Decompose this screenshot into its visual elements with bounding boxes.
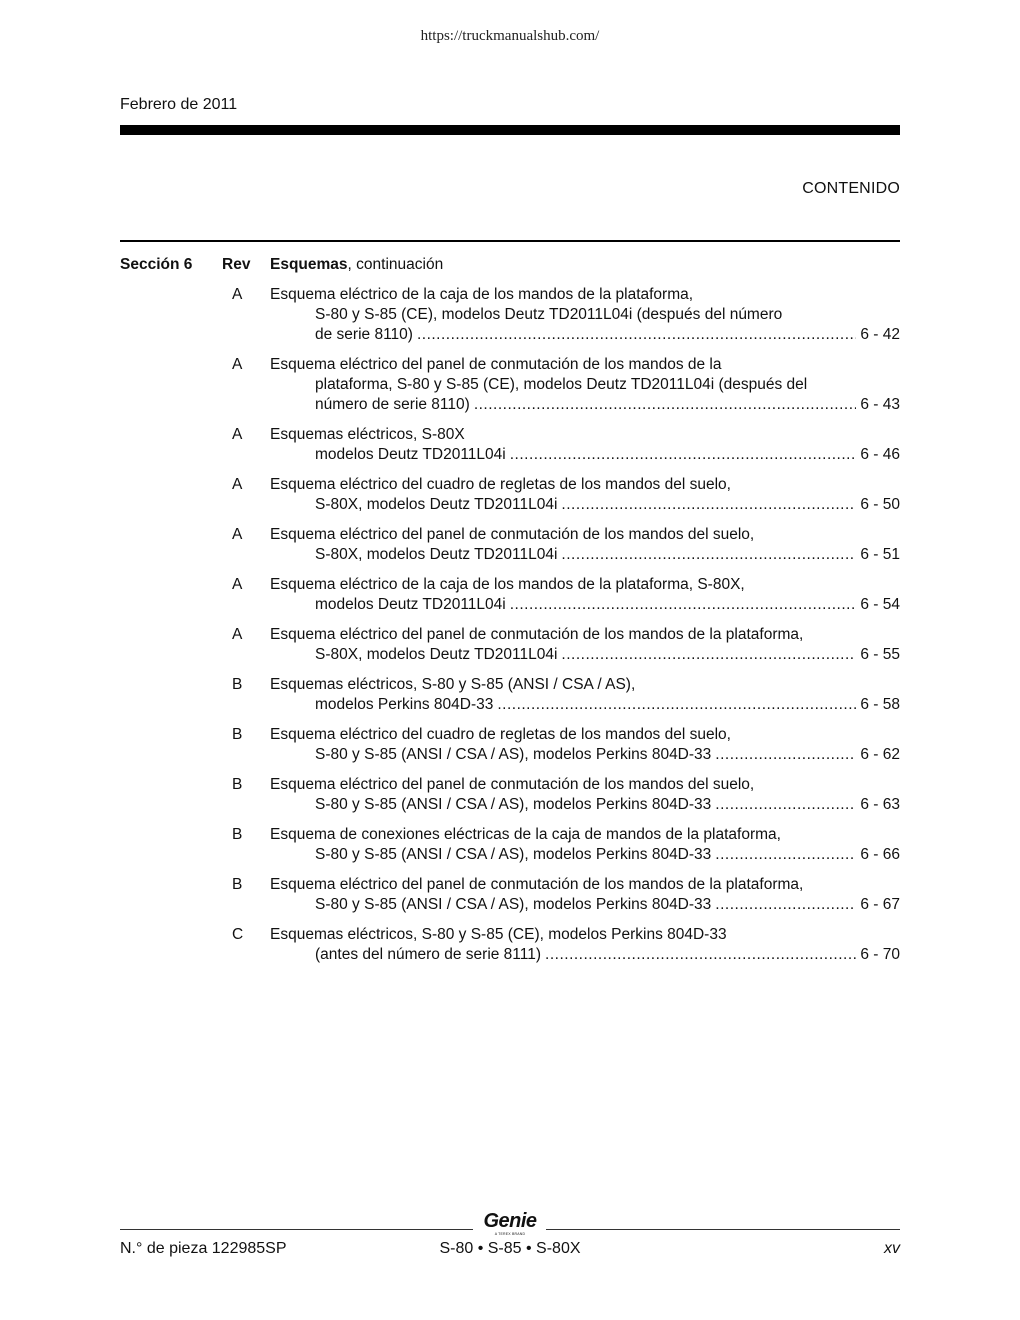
toc-entry-lines	[270, 725, 900, 765]
toc-entry-line: Esquema eléctrico del cuadro de regletas de los mandos del suelo,	[270, 476, 731, 493]
toc-entry-last-line	[270, 595, 900, 615]
toc-entry-line: de serie 8110)	[315, 326, 413, 343]
toc-entry[interactable]	[120, 625, 900, 665]
toc-entry-last-line	[270, 895, 900, 915]
toc-entry[interactable]	[120, 825, 900, 865]
toc-entry-page[interactable]: 6 - 43	[860, 396, 900, 413]
toc-entry-line: Esquema eléctrico del panel de conmutación de los mandos de la plataforma,	[270, 876, 804, 893]
toc-entry[interactable]	[120, 725, 900, 765]
dot-leader	[510, 595, 857, 615]
section-title	[270, 255, 443, 275]
toc-entry-line: plataforma, S-80 y S-85 (CE), modelos Deutz TD2011L04i (después del	[315, 376, 808, 393]
model-list: S-80 • S-85 • S-80X	[439, 1240, 581, 1257]
dot-leader	[497, 695, 856, 715]
toc-entry-line: Esquema eléctrico del panel de conmutación de los mandos del suelo,	[270, 776, 755, 793]
contents-title: CONTENIDO	[802, 180, 900, 197]
toc-entry-last-line	[270, 445, 900, 465]
toc-entry-rev: B	[232, 776, 243, 793]
toc-entry-rev: C	[232, 926, 244, 943]
toc-entry-rev: A	[232, 526, 243, 543]
header-thick-rule	[120, 125, 900, 135]
dot-leader	[545, 945, 856, 965]
toc-entry-lines	[270, 575, 900, 615]
toc-entry[interactable]	[120, 285, 900, 345]
toc-header-row	[120, 255, 900, 275]
toc-entry-page[interactable]: 6 - 55	[860, 646, 900, 663]
toc-entry[interactable]	[120, 475, 900, 515]
table-of-contents	[120, 255, 900, 965]
toc-entry[interactable]	[120, 355, 900, 415]
toc-entry-line: S-80 y S-85 (ANSI / CSA / AS), modelos Perkins 804D-33	[315, 796, 712, 813]
section-label: Sección 6	[120, 256, 193, 273]
toc-entry-page[interactable]: 6 - 42	[860, 326, 900, 343]
toc-entry-page[interactable]: 6 - 46	[860, 446, 900, 463]
toc-entry-line: S-80 y S-85 (ANSI / CSA / AS), modelos Perkins 804D-33	[315, 846, 712, 863]
toc-entry-line: número de serie 8110)	[315, 396, 470, 413]
toc-entry[interactable]	[120, 925, 900, 965]
toc-entry-rev: A	[232, 476, 243, 493]
toc-entry-page[interactable]: 6 - 62	[860, 746, 900, 763]
toc-entry-page[interactable]: 6 - 50	[860, 496, 900, 513]
toc-entry-rev: B	[232, 726, 243, 743]
dot-leader	[715, 895, 856, 915]
toc-entry-line: Esquema eléctrico de la caja de los mandos de la plataforma,	[270, 286, 694, 303]
toc-entry-rev: A	[232, 426, 243, 443]
section-title-bold: Esquemas	[270, 256, 348, 273]
toc-entry-rev: A	[232, 626, 243, 643]
toc-entry-last-line	[270, 945, 900, 965]
toc-entry-rev: A	[232, 286, 243, 303]
toc-entry-line: Esquema eléctrico del panel de conmutación de los mandos de la plataforma,	[270, 626, 804, 643]
toc-entry-line: Esquema eléctrico de la caja de los mandos de la plataforma, S-80X,	[270, 576, 745, 593]
dot-leader	[561, 645, 856, 665]
toc-entry[interactable]	[120, 425, 900, 465]
toc-entry-rev: A	[232, 356, 243, 373]
toc-entry-last-line	[270, 495, 900, 515]
toc-entry[interactable]	[120, 775, 900, 815]
toc-entry-line: Esquema eléctrico del panel de conmutación de los mandos de la	[270, 356, 722, 373]
footer-rule-left	[120, 1229, 473, 1230]
toc-entry-page[interactable]: 6 - 63	[860, 796, 900, 813]
toc-entry-lines	[270, 775, 900, 815]
rev-label: Rev	[222, 256, 251, 273]
toc-entry-lines	[270, 475, 900, 515]
toc-entry-line: Esquemas eléctricos, S-80 y S-85 (CE), modelos Perkins 804D-33	[270, 926, 727, 943]
toc-entry-page[interactable]: 6 - 51	[860, 546, 900, 563]
toc-entry-page[interactable]: 6 - 58	[860, 696, 900, 713]
toc-entry-lines	[270, 825, 900, 865]
toc-entry-page[interactable]: 6 - 54	[860, 596, 900, 613]
toc-entry-last-line	[270, 695, 900, 715]
footer-rule-right	[546, 1229, 900, 1230]
toc-entry-line: S-80 y S-85 (ANSI / CSA / AS), modelos Perkins 804D-33	[315, 896, 712, 913]
document-date: Febrero de 2011	[120, 96, 238, 113]
toc-entry-line: modelos Perkins 804D-33	[315, 696, 494, 713]
toc-entry-lines	[270, 525, 900, 565]
toc-entry-last-line	[270, 795, 900, 815]
dot-leader	[715, 845, 856, 865]
toc-entry-line: Esquemas eléctricos, S-80X	[270, 426, 465, 443]
toc-entry-page[interactable]: 6 - 70	[860, 946, 900, 963]
dot-leader	[561, 495, 856, 515]
toc-entry[interactable]	[120, 675, 900, 715]
genie-logo	[478, 1210, 542, 1236]
toc-entry-line: Esquema eléctrico del cuadro de regletas de los mandos del suelo,	[270, 726, 731, 743]
toc-entry[interactable]	[120, 875, 900, 915]
dot-leader	[715, 745, 856, 765]
toc-entry-rev: B	[232, 876, 243, 893]
toc-entry[interactable]	[120, 575, 900, 615]
dot-leader	[417, 325, 856, 345]
toc-entry-line: S-80 y S-85 (ANSI / CSA / AS), modelos Perkins 804D-33	[315, 746, 712, 763]
toc-entry-lines	[270, 285, 900, 345]
dot-leader	[474, 395, 857, 415]
page-number: xv	[884, 1240, 900, 1257]
toc-entry-last-line	[270, 745, 900, 765]
toc-entry-line: S-80X, modelos Deutz TD2011L04i	[315, 546, 558, 563]
toc-entry-page[interactable]: 6 - 66	[860, 846, 900, 863]
toc-entry-last-line	[270, 545, 900, 565]
logo-brand-text: Genie	[483, 1210, 537, 1232]
toc-entry-rev: B	[232, 676, 243, 693]
toc-entries	[120, 285, 900, 965]
toc-entry-line: S-80 y S-85 (CE), modelos Deutz TD2011L04i (después del número	[315, 306, 783, 323]
toc-entry-last-line	[270, 645, 900, 665]
toc-entry-lines	[270, 425, 900, 465]
toc-entry-line: modelos Deutz TD2011L04i	[315, 446, 506, 463]
toc-entry-line: S-80X, modelos Deutz TD2011L04i	[315, 646, 558, 663]
toc-entry-lines	[270, 355, 900, 415]
toc-entry-page[interactable]: 6 - 67	[860, 896, 900, 913]
toc-entry-lines	[270, 675, 900, 715]
toc-entry-line: Esquemas eléctricos, S-80 y S-85 (ANSI / CSA / AS),	[270, 676, 636, 693]
section-title-rest: , continuación	[347, 256, 444, 273]
toc-entry[interactable]	[120, 525, 900, 565]
toc-entry-line: Esquema de conexiones eléctricas de la caja de mandos de la plataforma,	[270, 826, 781, 843]
toc-entry-line: (antes del número de serie 8111)	[315, 946, 542, 963]
header-thin-rule	[120, 240, 900, 242]
dot-leader	[561, 545, 856, 565]
toc-entry-last-line	[270, 325, 900, 345]
toc-entry-line: modelos Deutz TD2011L04i	[315, 596, 506, 613]
source-url[interactable]: https://truckmanualshub.com/	[420, 28, 600, 44]
dot-leader	[715, 795, 856, 815]
toc-entry-line: Esquema eléctrico del panel de conmutación de los mandos del suelo,	[270, 526, 755, 543]
toc-entry-lines	[270, 925, 900, 965]
part-number: N.° de pieza 122985SP	[120, 1240, 287, 1257]
toc-entry-line: S-80X, modelos Deutz TD2011L04i	[315, 496, 558, 513]
toc-entry-last-line	[270, 395, 900, 415]
toc-entry-lines	[270, 625, 900, 665]
toc-entry-last-line	[270, 845, 900, 865]
toc-entry-rev: A	[232, 576, 243, 593]
toc-entry-lines	[270, 875, 900, 915]
logo-subtext: A TEREX BRAND	[494, 1232, 526, 1236]
toc-entry-rev: B	[232, 826, 243, 843]
dot-leader	[510, 445, 857, 465]
